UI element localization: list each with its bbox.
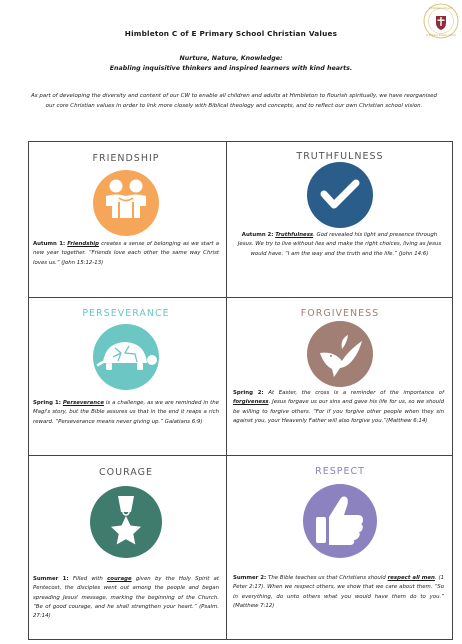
courage-text: given by the Holy Spirit at Pentecost, the disciples went out among the people and began spreading Jesus' message, marking the beginning of the Church. “Be of good courage, and he shall strengthen your heart.” (Psalm. 27:14) bbox=[33, 576, 219, 620]
courage-badge bbox=[71, 460, 181, 572]
respect-text-before: The Bible teaches us that Christians should bbox=[266, 575, 388, 581]
document-header bbox=[0, 0, 462, 142]
respect-badge bbox=[283, 459, 397, 571]
courage-caption bbox=[33, 575, 219, 621]
value-cell-truthfulness bbox=[227, 142, 452, 297]
perseverance-keyword: Perseverance bbox=[62, 400, 104, 406]
forgiveness-term: Spring 2: bbox=[233, 390, 264, 396]
forgiveness-keyword: forgiveness bbox=[233, 399, 269, 406]
value-cell-courage bbox=[29, 456, 226, 639]
friendship-label: FRIENDSHIP bbox=[92, 153, 160, 164]
value-cell-forgiveness bbox=[227, 298, 452, 455]
forgiveness-label: FORGIVENESS bbox=[300, 308, 380, 319]
value-cell-friendship bbox=[29, 142, 226, 297]
truthfulness-caption bbox=[235, 231, 444, 259]
perseverance-caption bbox=[33, 399, 219, 427]
friendship-caption bbox=[33, 240, 219, 268]
courage-text-before: Filled with bbox=[68, 576, 108, 582]
courage-keyword: courage bbox=[107, 576, 132, 582]
perseverance-label: PERSEVERANCE bbox=[82, 308, 170, 319]
value-cell-respect bbox=[227, 456, 452, 639]
school-crest-icon bbox=[423, 3, 459, 39]
respect-term: Summer 2: bbox=[233, 575, 267, 581]
friendship-keyword: Friendship bbox=[67, 241, 99, 247]
perseverance-badge bbox=[69, 301, 183, 397]
perseverance-text: is a challenge, as we are reminded in the Magi's story, but the Bible assures us that in the end it reaps a rich reward. “Perseverance means never giving up.” Galatians 6:9) bbox=[33, 400, 219, 425]
vision-line: Enabling inquisitive thinkers and inspired learners with kind hearts. bbox=[109, 65, 353, 72]
value-cell-perseverance bbox=[29, 298, 226, 455]
forgiveness-text: . Jesus forgave us our sins and gave his life for us, so we should be willing to forgive others. “For if you forgive other people when they sin against you, your Heavenly Father will also forgive you.”(Matthew 6:14) bbox=[233, 399, 444, 424]
motto-line: Nurture, Nature, Knowledge: bbox=[179, 55, 283, 62]
friendship-badge bbox=[71, 146, 181, 246]
courage-term: Summer 1: bbox=[33, 576, 69, 582]
values-grid bbox=[28, 141, 453, 640]
respect-text: . (1 Peter 2:17). When we respect others, we show that we care about them. “So in everything, do unto others what you would have them do to you.” (Matthew 7:12) bbox=[233, 575, 445, 609]
truthfulness-label: TRUTHFULNESS bbox=[296, 151, 384, 162]
respect-caption bbox=[233, 574, 444, 611]
intro-paragraph: As part of developing the diversity and content of our CW to enable all children and adults at Himbleton to flourish spiritually, we have reorganised our core Christian values in order to link more closely with Biblical theology and concepts, and to reflect our own Christian school vision. bbox=[30, 93, 438, 109]
truthfulness-badge bbox=[284, 144, 396, 230]
forgiveness-caption bbox=[233, 389, 444, 426]
forgiveness-badge bbox=[282, 301, 398, 389]
forgiveness-circle bbox=[307, 321, 373, 387]
perseverance-term: Spring 1: bbox=[33, 400, 61, 406]
friendship-text: creates a sense of belonging as we start a new year together. “Friends love each other the same way Christ loves us.” (John 15:12-13) bbox=[33, 241, 220, 266]
truthfulness-term: Autumn 2: bbox=[241, 232, 274, 238]
crest-text-bottom: of England Primary School bbox=[425, 34, 457, 37]
respect-label: RESPECT bbox=[315, 466, 365, 477]
respect-keyword: respect all men bbox=[387, 575, 435, 581]
friendship-term: Autumn 1: bbox=[33, 241, 66, 247]
crest-text-top: Himbleton Church bbox=[429, 6, 453, 10]
document-title: Himbleton C of E Primary School Christian Values bbox=[124, 29, 338, 38]
courage-label: COURAGE bbox=[99, 467, 153, 478]
truthfulness-keyword: Truthfulness bbox=[275, 232, 314, 238]
truthfulness-text: . God revealed his light and presence through Jesus. We try to live without lies and make the right choices, living as Jesus would have. “I am the way and the truth and the life.” (John 14:6) bbox=[237, 232, 442, 257]
forgiveness-text-before: At Easter, the cross is a reminder of the importance of bbox=[263, 390, 444, 396]
